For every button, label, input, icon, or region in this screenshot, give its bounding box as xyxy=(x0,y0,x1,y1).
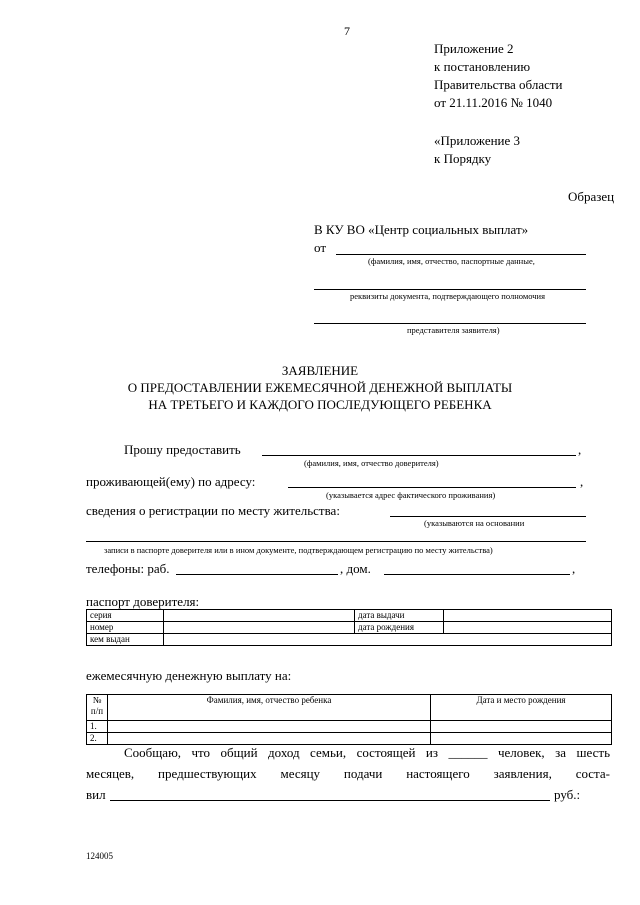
appendix-line: к Порядку xyxy=(434,151,492,166)
appendix-line: Приложение 2 xyxy=(434,41,514,56)
request-label: Прошу предоставить xyxy=(124,442,241,457)
birth-date-cell[interactable] xyxy=(444,622,612,634)
from-hint-1: (фамилия, имя, отчество, паспортные данные, xyxy=(368,256,535,266)
appendix-line: от 21.11.2016 № 1040 xyxy=(434,95,553,110)
registration-line[interactable] xyxy=(390,516,586,517)
registration-hint-2: записи в паспорте доверителя или в ином документе, подтверждающем регистрацию по месту жительства) xyxy=(104,545,493,555)
phones-home-label: , дом. xyxy=(340,561,371,576)
col-name-header: Фамилия, имя, отчество ребенка xyxy=(108,695,431,721)
from-hint-2: реквизиты документа, подтверждающего полномочия xyxy=(350,291,546,301)
phone-home-line[interactable] xyxy=(384,574,570,575)
title-line: О ПРЕДОСТАВЛЕНИИ ЕЖЕМЕСЯЧНОЙ ДЕНЕЖНОЙ ВЫПЛАТЫ xyxy=(127,380,513,395)
income-line-2: месяцев, предшествующих месяцу подачи настоящего заявления, соста- xyxy=(86,766,610,781)
number-label: номер xyxy=(87,622,164,634)
col-num-line: п/п xyxy=(90,706,104,716)
passport-table xyxy=(86,609,612,646)
child-birth-cell[interactable] xyxy=(431,721,612,733)
from-line[interactable] xyxy=(336,254,586,255)
child-name-cell[interactable] xyxy=(108,733,431,745)
document-title xyxy=(0,362,640,413)
registration-label: сведения о регистрации по месту жительства: xyxy=(86,503,340,518)
request-line[interactable] xyxy=(262,455,576,456)
col-num-header xyxy=(87,695,108,721)
series-cell[interactable] xyxy=(164,610,355,622)
passport-label: паспорт доверителя: xyxy=(86,594,200,609)
appendix-line: Правительства области xyxy=(434,77,563,92)
footer-code: 124005 xyxy=(86,851,113,861)
children-table xyxy=(86,694,612,745)
living-hint: (указывается адрес фактического проживания) xyxy=(326,490,496,500)
issue-date-cell[interactable] xyxy=(444,610,612,622)
request-hint: (фамилия, имя, отчество доверителя) xyxy=(304,458,439,468)
phone-work-line[interactable] xyxy=(176,574,338,575)
issued-by-label: кем выдан xyxy=(87,634,164,646)
birth-date-label: дата рождения xyxy=(355,622,444,634)
comma: , xyxy=(578,442,582,457)
comma: , xyxy=(572,561,576,576)
registration-hint: (указываются на основании xyxy=(424,518,525,528)
appendix-line: «Приложение 3 xyxy=(434,133,521,148)
from-line-3[interactable] xyxy=(314,323,586,324)
page-number: 7 xyxy=(344,24,350,38)
title-line: НА ТРЕТЬЕГО И КАЖДОГО ПОСЛЕДУЮЩЕГО РЕБЕНКА xyxy=(148,397,492,412)
payment-label: ежемесячную денежную выплату на: xyxy=(86,668,292,683)
child-birth-cell[interactable] xyxy=(431,733,612,745)
living-line[interactable] xyxy=(288,487,576,488)
issued-by-cell[interactable] xyxy=(164,634,612,646)
income-line-3-end: руб.: xyxy=(554,787,581,802)
row-number: 2. xyxy=(87,733,108,745)
appendix-header-2 xyxy=(434,132,520,168)
col-num-line: № xyxy=(92,695,102,705)
col-birth-header: Дата и место рождения xyxy=(431,695,612,721)
issue-date-label: дата выдачи xyxy=(355,610,444,622)
appendix-header xyxy=(434,40,563,112)
from-hint-3: представителя заявителя) xyxy=(407,325,500,335)
addressee: В КУ ВО «Центр социальных выплат» xyxy=(314,222,529,237)
sample-label: Образец xyxy=(568,189,615,204)
comma: , xyxy=(580,474,584,489)
number-cell[interactable] xyxy=(164,622,355,634)
series-label: серия xyxy=(87,610,164,622)
from-label: от xyxy=(314,240,327,255)
income-line-3-start: вил xyxy=(86,787,106,802)
from-line-2[interactable] xyxy=(314,289,586,290)
title-line: ЗАЯВЛЕНИЕ xyxy=(281,363,359,378)
row-number: 1. xyxy=(87,721,108,733)
registration-line-2[interactable] xyxy=(86,541,586,542)
child-name-cell[interactable] xyxy=(108,721,431,733)
income-line-1: Сообщаю, что общий доход семьи, состоящей из ______ человек, за шесть xyxy=(124,745,610,760)
phones-work-label: телефоны: раб. xyxy=(86,561,170,576)
living-label: проживающей(ему) по адресу: xyxy=(86,474,256,489)
appendix-line: к постановлению xyxy=(434,59,531,74)
income-amount-line[interactable] xyxy=(110,800,550,801)
